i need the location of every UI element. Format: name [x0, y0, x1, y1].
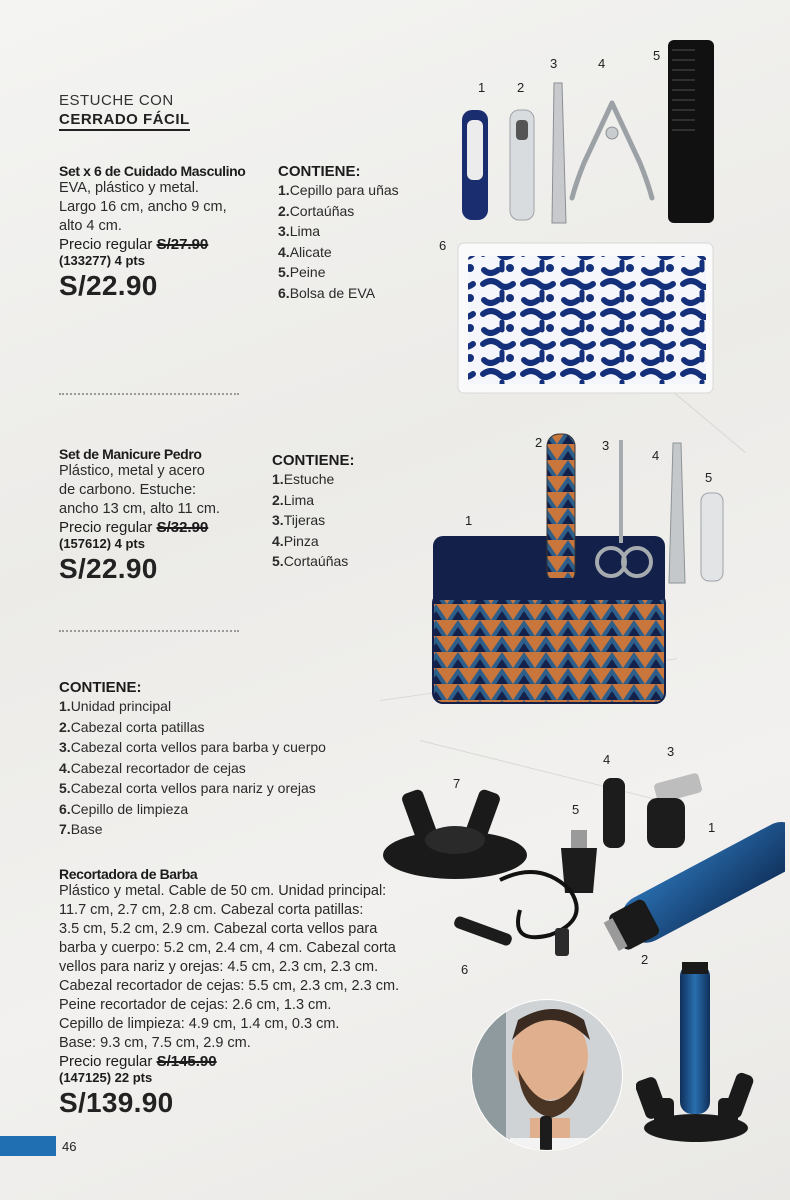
product3-price: S/139.90 — [59, 1087, 174, 1118]
comb — [668, 40, 714, 223]
product2-regular-price-row — [59, 519, 269, 536]
product3-desc-line: 11.7 cm, 2.7 cm, 2.8 cm. Cabezal corta patillas: — [59, 902, 364, 918]
product3-desc-line: barba y cuerpo: 5.2 cm, 2.4 cm, 4 cm. Cabezal corta — [59, 940, 396, 956]
page-number: 46 — [62, 1139, 77, 1154]
product2-contains — [272, 452, 412, 572]
product1-material: EVA, plástico y metal. — [59, 180, 199, 196]
regular-price-value: S/32.90 — [156, 519, 209, 536]
page-number-bar — [0, 1136, 56, 1156]
cuticle-nipper — [572, 103, 652, 198]
contains-item: 4.Pinza — [272, 532, 319, 549]
contains-item: 5.Cabezal corta vellos para nariz y orejas — [59, 780, 316, 796]
cleaning-brush — [453, 915, 513, 947]
contains-item: 4.Cabezal recortador de cejas — [59, 759, 246, 776]
image-label: 3 — [602, 438, 610, 453]
product3-image — [375, 760, 785, 975]
nose-head — [571, 830, 587, 848]
product3-code-points: (147125) 22 pts — [59, 1070, 153, 1085]
contains-item: 6.Cepillo de limpieza — [59, 800, 189, 817]
header-line2: CERRADO FÁCIL — [59, 111, 190, 131]
contains-item: 2.Cortaúñas — [278, 202, 355, 219]
image-label: 4 — [603, 752, 611, 767]
image-label: 1 — [465, 513, 473, 528]
contains-item: 7.Base — [59, 821, 103, 837]
product1-size-line2: alto 4 cm. — [59, 218, 122, 234]
image-label: 6 — [439, 238, 447, 253]
contains-title: CONTIENE: — [278, 163, 361, 180]
contains-item: 2.Lima — [272, 491, 315, 508]
regular-price-value: S/27.90 — [156, 236, 209, 253]
product2-info — [59, 446, 269, 585]
image-label: 1 — [708, 820, 716, 835]
regular-price-label: Precio regular — [59, 236, 153, 253]
image-label: 4 — [598, 56, 606, 71]
image-label: 5 — [705, 470, 713, 485]
trimmer-main-unit — [600, 814, 785, 958]
contains-item: 1.Unidad principal — [59, 698, 172, 714]
product3-info — [59, 866, 429, 1119]
product1-price: S/22.90 — [59, 270, 158, 301]
product3-desc-line: vellos para nariz y orejas: 4.5 cm, 2.3 cm, 2.3 cm. — [59, 959, 379, 975]
pouch-pattern — [468, 256, 706, 384]
product3-desc-line: Peine recortador de cejas: 2.6 cm, 1.3 cm. — [59, 997, 332, 1013]
regular-price-label: Precio regular — [59, 519, 153, 536]
product2-line3: ancho 13 cm, alto 11 cm. — [59, 501, 220, 517]
image-label: 5 — [653, 48, 661, 63]
product1-code-points: (133277) 4 pts — [59, 253, 145, 268]
contains-title: CONTIENE: — [59, 679, 142, 696]
contains-item: 3.Cabezal corta vellos para barba y cuerpo — [59, 739, 326, 755]
contains-item: 4.Alicate — [278, 243, 332, 260]
product3-desc-line: Cabezal recortador de cejas: 5.5 cm, 2.3 cm, 2.3 cm. — [59, 978, 400, 994]
case-front — [433, 593, 665, 703]
contains-item: 5.Peine — [278, 264, 326, 280]
image-label: 4 — [652, 448, 660, 463]
product3-desc-line: Base: 9.3 cm, 7.5 cm, 2.9 cm. — [59, 1035, 251, 1051]
header-line1: ESTUCHE CON — [59, 92, 174, 109]
trimmer-on-base — [636, 958, 756, 1148]
contains-item: 1.Cepillo para uñas — [278, 182, 399, 198]
product3-desc-line: 3.5 cm, 5.2 cm, 2.9 cm. Cabezal corta vellos para — [59, 921, 378, 937]
nail-clipper — [701, 493, 723, 581]
image-label: 3 — [550, 56, 558, 71]
product2-title: Set de Manicure Pedro — [59, 446, 202, 462]
image-label: 1 — [478, 80, 486, 95]
contains-item: 3.Lima — [278, 223, 321, 239]
nail-file — [552, 83, 566, 223]
product3-desc-line: Cepillo de limpieza: 4.9 cm, 1.4 cm, 0.3 cm. — [59, 1016, 340, 1032]
contains-item: 6.Bolsa de EVA — [278, 284, 376, 301]
nail-file — [547, 434, 575, 584]
contains-item: 3.Tijeras — [272, 512, 326, 528]
product1-contains — [278, 163, 428, 303]
product2-code-points: (157612) 4 pts — [59, 536, 145, 551]
tweezers — [669, 443, 685, 583]
contains-title: CONTIENE: — [272, 452, 355, 469]
model-photo — [470, 998, 624, 1152]
section-divider — [59, 393, 239, 395]
product2-line1: Plástico, metal y acero — [59, 463, 205, 479]
image-label: 2 — [517, 80, 525, 95]
product3-desc-line: Plástico y metal. Cable de 50 cm. Unidad principal: — [59, 883, 387, 899]
section-divider — [59, 630, 239, 632]
product1-size-line1: Largo 16 cm, ancho 9 cm, — [59, 199, 227, 215]
product3-contains — [59, 679, 389, 840]
product1-title: Set x 6 de Cuidado Masculino — [59, 163, 246, 179]
product3-regular-price-row — [59, 1053, 429, 1070]
product1-regular-price-row — [59, 236, 274, 253]
image-label: 7 — [453, 776, 461, 791]
regular-price-value: S/145.90 — [156, 1053, 217, 1070]
image-label: 3 — [667, 744, 675, 759]
eyebrow-head — [603, 778, 625, 848]
product2-image — [425, 428, 735, 708]
product2-line2: de carbono. Estuche: — [59, 482, 197, 498]
contains-item: 1.Estuche — [272, 471, 335, 487]
contains-item: 5.Cortaúñas — [272, 553, 349, 569]
regular-price-label: Precio regular — [59, 1053, 153, 1070]
image-label: 6 — [461, 962, 469, 977]
image-label: 2 — [641, 952, 649, 967]
product1-info — [59, 163, 274, 302]
trimmer-base — [383, 788, 527, 879]
image-label: 2 — [535, 435, 543, 450]
image-label: 5 — [572, 802, 580, 817]
product3-title: Recortadora de Barba — [59, 866, 198, 882]
product2-price: S/22.90 — [59, 553, 158, 584]
contains-item: 2.Cabezal corta patillas — [59, 718, 205, 735]
